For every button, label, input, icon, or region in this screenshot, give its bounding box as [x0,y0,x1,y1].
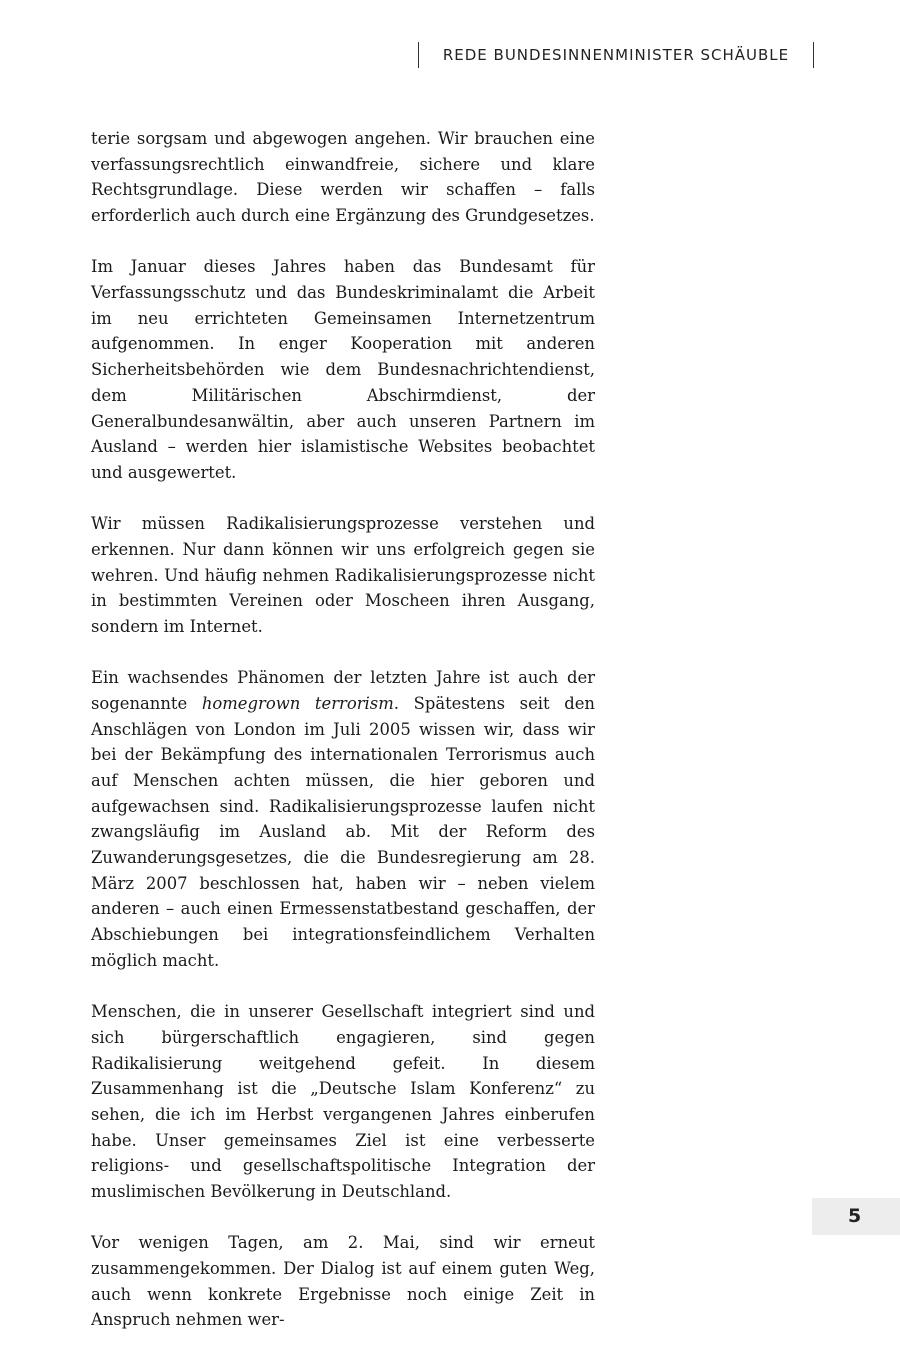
paragraph-1: terie sorgsam und abgewogen angehen. Wir brauchen eine verfassungsrechtlich einwandfreie, sichere und klare Rechtsgrundlage. Diese werden wir schaffen – falls erforderlich auch durch eine Ergänzung des Grundgesetzes. [91,129,595,226]
body-text [91,126,595,1359]
page-number: 5 [848,1205,862,1227]
paragraph-4-text-start: Ein wachsendes Phänomen der letzten Jahre ist auch der sogenannte [91,668,595,713]
paragraph-6: Vor wenigen Tagen, am 2. Mai, sind wir erneut zusammengekommen. Der Dialog ist auf einem guten Weg, auch wenn konkrete Ergebnisse noch einige Zeit in Anspruch nehmen wer- [91,1233,595,1330]
page-number-box [812,1198,900,1235]
paragraph-3: Wir müssen Radikalisierungsprozesse verstehen und erkennen. Nur dann können wir uns erfolgreich gegen sie wehren. Und häufig nehmen Radikalisierungsprozesse nicht in bestimmten Vereinen oder Moscheen ihren Ausgang, sondern im Internet. [91,514,595,636]
paragraph-2: Im Januar dieses Jahres haben das Bundesamt für Verfassungsschutz und das Bundeskriminalamt die Arbeit im neu errichteten Gemeinsamen Internetzentrum aufgenommen. In enger Kooperation mit anderen Sicherheitsbehörden wie dem Bundesnachrichtendienst, dem Militärischen Abschirmdienst, der Generalbundesanwältin, aber auch unseren Partnern im Ausland – werden hier islamistische Websites beobachtet und ausgewertet. [91,257,595,482]
paragraph-5: Menschen, die in unserer Gesellschaft integriert sind und sich bürgerschaftlich engagieren, sind gegen Radikalisierung weitgehend gefeit. In diesem Zusammenhang ist die „Deutsche Islam Konferenz“ zu sehen, die ich im Herbst vergangenen Jahres einberufen habe. Unser gemeinsames Ziel ist eine verbesserte religions- und gesellschaftspolitische Integration der muslimischen Bevölkerung in Deutschland. [91,1002,595,1202]
running-header-title: REDE BUNDESINNENMINISTER SCHÄUBLE [442,46,790,64]
paragraph-4-text-end: . Spätestens seit den Anschlägen von London im Juli 2005 wissen wir, dass wir bei der Bekämpfung des internationalen Terrorismus auch auf Menschen achten müssen, die hier geboren und aufgewachsen sind. Radikalisierungsprozesse laufen nicht zwangsläufig im Ausland ab. Mit der Reform des Zuwanderungsgesetzes, die die Bundesregierung am 28. März 2007 beschlossen hat, haben wir – neben vielem anderen – auch einen Ermessenstatbestand geschaffen, der Abschiebungen bei integrationsfeindlichem Verhalten möglich macht. [91,693,595,970]
paragraph-4-emphasis: homegrown terrorism [201,693,394,713]
paragraph-4 [91,665,595,973]
running-header [418,42,814,68]
